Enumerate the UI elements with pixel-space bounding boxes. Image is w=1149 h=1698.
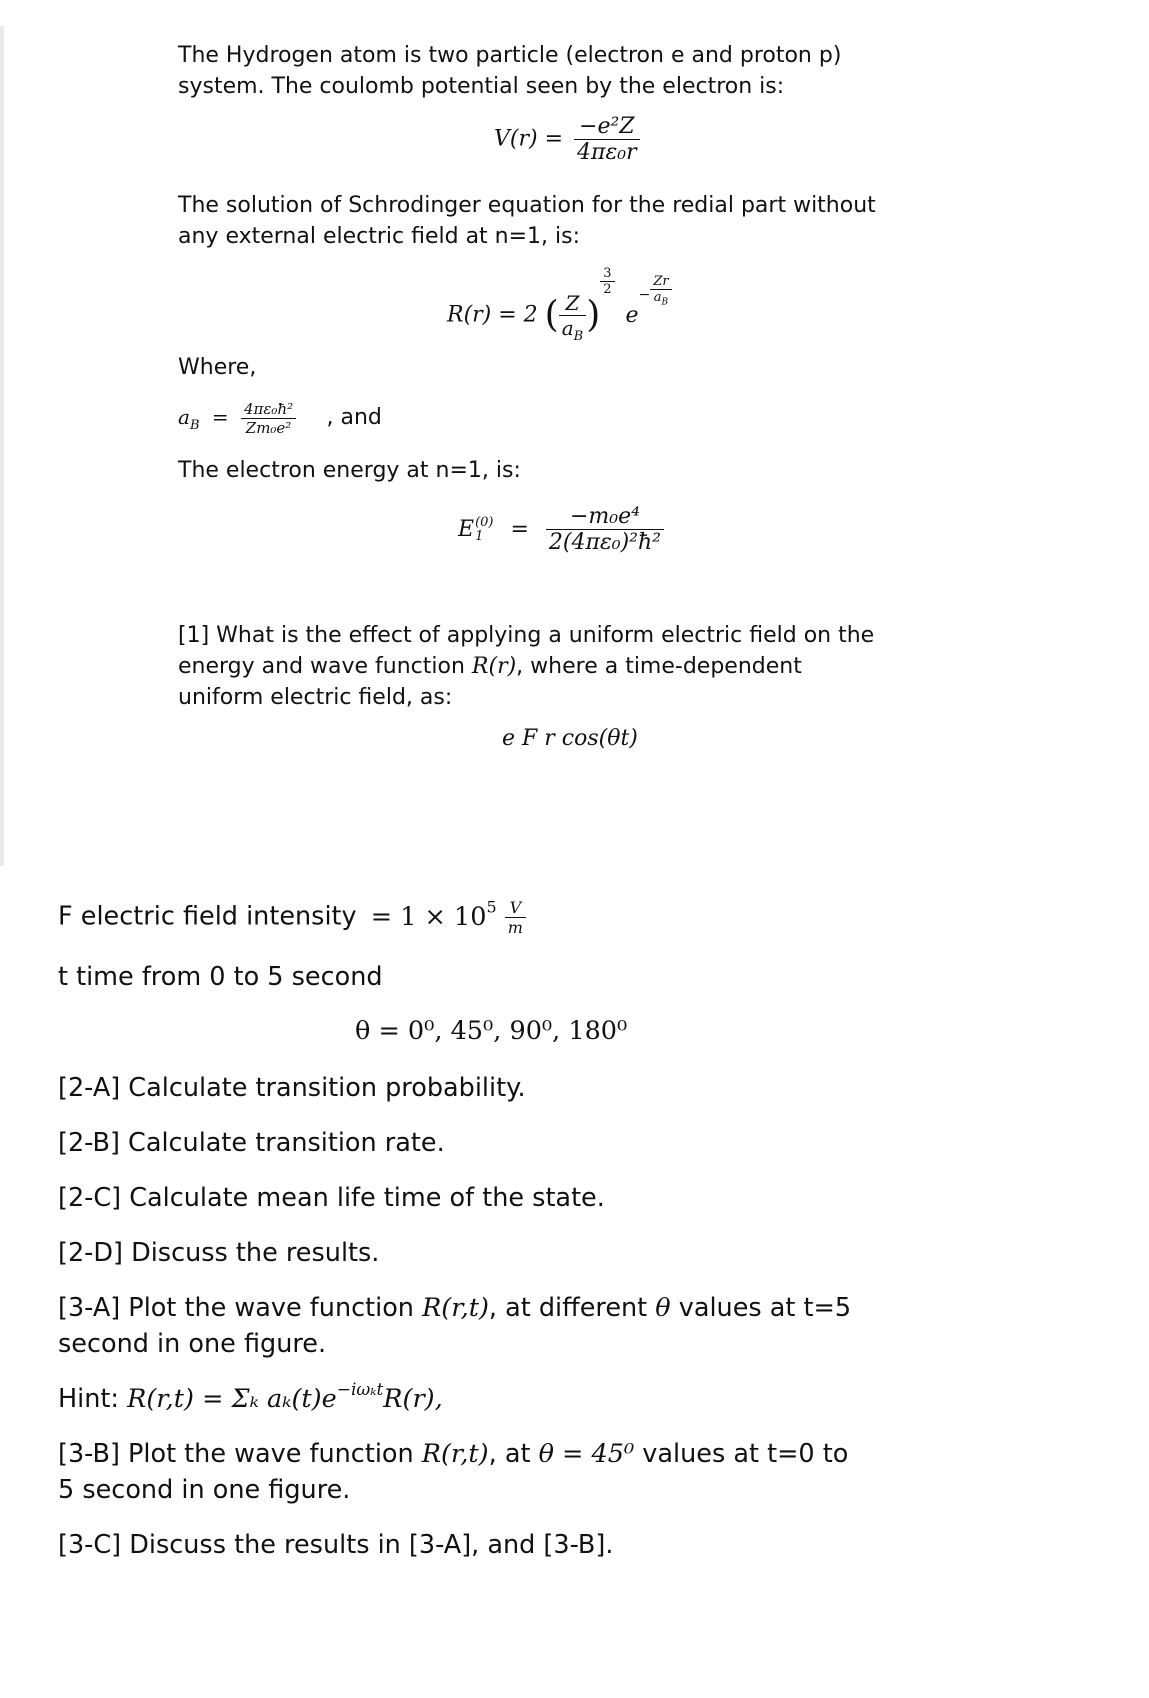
question-1 — [178, 620, 1078, 713]
radial-frac-den-sub: B — [573, 328, 584, 344]
time-range: t time from 0 to 5 second — [58, 962, 383, 992]
radial-frac-num: Z — [559, 291, 587, 316]
question-1-line-1: [1] What is the effect of applying a uniform electric field on the — [178, 623, 875, 648]
solution-paragraph — [178, 190, 1078, 252]
item-2c: [2-C] Calculate mean life time of the state. — [58, 1183, 605, 1213]
where-label: Where, — [178, 355, 257, 380]
bohr-lhs: $a_B$ — [178, 405, 200, 433]
energy-numerator: −m₀e⁴ — [546, 504, 664, 530]
solution-line-1: The solution of Schrodinger equation for the redial part without — [178, 193, 876, 218]
energy-lhs: E (0) 1 — [458, 514, 494, 544]
potential-lhs: V(r) = — [494, 126, 563, 152]
item-3b: [3-B] Plot the wave function R(r,t), at θ = 45⁰ values at t=0 to 5 second in one figure. — [58, 1439, 849, 1505]
radial-lhs: R(r) = 2 — [447, 302, 538, 328]
question-items — [58, 1070, 1098, 1563]
item-2b: [2-B] Calculate transition rate. — [58, 1128, 445, 1158]
energy-denominator: 2(4πε₀)²ħ² — [548, 530, 661, 555]
radial-wavefunction-equation: R(r) = 2 ( $\frac{Z}{a_B}$ ) $\frac{3}{2}$ e− $\frac{Zr}{a_B}$ — [447, 266, 672, 340]
bohr-suffix: , and — [326, 405, 382, 430]
radial-exp-base: e — [625, 302, 639, 328]
theta-values: θ = 0⁰, 45⁰, 90⁰, 180⁰ — [355, 1016, 628, 1046]
left-margin-rule — [0, 26, 4, 866]
bohr-radius-equation — [178, 400, 382, 437]
question-1-line-3: uniform electric field, as: — [178, 685, 453, 710]
item-2a: [2-A] Calculate transition probability. — [58, 1073, 526, 1103]
solution-line-2: any external electric field at n=1, is: — [178, 224, 581, 249]
item-3a: [3-A] Plot the wave function R(r,t), at different θ values at t=5 second in one figure. — [58, 1293, 852, 1359]
field-intensity-exp: 5 — [486, 897, 497, 917]
energy-fraction — [546, 504, 664, 555]
hint: Hint: R(r,t) = Σₖ $a_k(t)e^{-i\omega_kt}R(r)$, — [58, 1380, 443, 1414]
field-perturbation-expression: e F r cos(θt) — [502, 726, 638, 751]
bohr-numerator: 4πε₀ħ² — [241, 400, 296, 419]
bohr-fraction — [241, 400, 296, 437]
energy-text: The electron energy at n=1, is: — [178, 458, 521, 483]
energy-equals: = — [510, 517, 529, 542]
potential-denominator: 4πε₀r — [577, 140, 637, 165]
intro-paragraph — [178, 40, 1078, 102]
field-intensity-label: F electric field intensity — [58, 901, 357, 932]
bohr-equals: = — [211, 405, 229, 429]
potential-numerator: −e²Z — [574, 114, 640, 140]
question-1-line-2: energy and wave function R(r), where a time-dependent — [178, 654, 802, 679]
intro-line-1: The Hydrogen atom is two particle (electron e and proton p) — [178, 43, 842, 68]
bohr-denominator: Zm₀e² — [245, 419, 292, 437]
radial-frac-den: a — [561, 315, 574, 340]
potential-fraction — [574, 114, 640, 165]
ground-energy-equation — [458, 504, 664, 555]
radial-fraction — [559, 290, 587, 344]
field-intensity-value: = 1 × 10 — [370, 901, 487, 932]
coulomb-potential-equation — [494, 114, 640, 165]
intro-line-2: system. The coulomb potential seen by the electron is: — [178, 74, 785, 99]
radial-exponent: $\frac{3}{2}$ — [600, 266, 614, 297]
field-intensity-unit: $\frac{V}{m}$ — [505, 898, 526, 937]
field-intensity — [58, 898, 526, 937]
item-2d: [2-D] Discuss the results. — [58, 1238, 380, 1268]
item-3c: [3-C] Discuss the results in [3-A], and [3-B]. — [58, 1530, 614, 1560]
radial-exp-power: $\frac{Zr}{a_B}$ — [650, 274, 671, 305]
